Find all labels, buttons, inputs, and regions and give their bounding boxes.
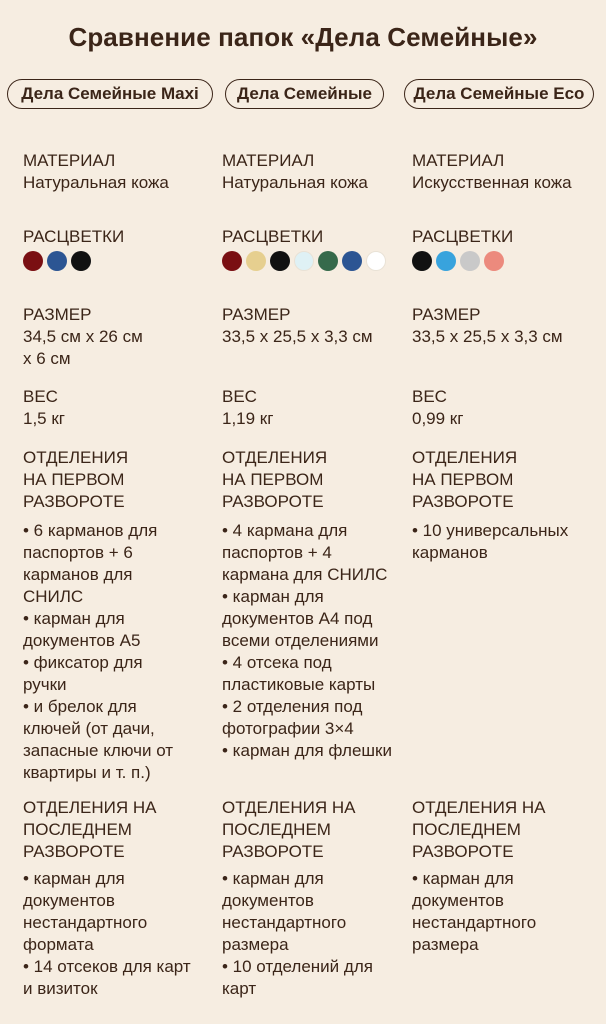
material-value: Искусственная кожа <box>412 173 572 192</box>
weight-label: ВЕС <box>412 387 447 406</box>
weight-section <box>412 386 604 430</box>
color-swatch[interactable] <box>294 251 314 271</box>
size-value: 33,5 х 25,5 х 3,3 см <box>412 327 563 346</box>
weight-section <box>23 386 223 430</box>
size-section <box>222 304 422 348</box>
color-swatch[interactable] <box>222 251 242 271</box>
color-swatch[interactable] <box>318 251 338 271</box>
material-label: МАТЕРИАЛ <box>412 151 505 170</box>
material-value: Натуральная кожа <box>222 173 368 192</box>
color-swatch[interactable] <box>246 251 266 271</box>
first-spread-list: • 10 универсальных карманов <box>412 521 569 562</box>
size-value: 33,5 х 25,5 х 3,3 см <box>222 327 373 346</box>
last-spread-label: ОТДЕЛЕНИЯ НА ПОСЛЕДНЕМ РАЗВОРОТЕ <box>222 798 356 861</box>
size-label: РАЗМЕР <box>222 305 291 324</box>
color-swatches <box>222 251 386 271</box>
color-swatch[interactable] <box>270 251 290 271</box>
weight-label: ВЕС <box>23 387 58 406</box>
material-section <box>412 150 604 194</box>
colors-label: РАСЦВЕТКИ <box>412 227 514 246</box>
size-label: РАЗМЕР <box>412 305 481 324</box>
weight-section <box>222 386 422 430</box>
color-swatches <box>412 251 504 271</box>
color-swatch[interactable] <box>71 251 91 271</box>
color-swatches <box>23 251 91 271</box>
color-swatch[interactable] <box>47 251 67 271</box>
first-spread-list: • 6 карманов для паспортов + 6 карманов для СНИЛС • карман для документов А5 • фиксатор для ручки • и брелок для ключей (от дачи, запасные ключи от квартиры и т. п.) <box>23 521 174 782</box>
first-spread-list: • 4 кармана для паспортов + 4 кармана для СНИЛС • карман для документов А4 под всеми отделениями • 4 отсека под пластиковые карты • 2 отделения под фотографии 3×4 • карман для флешки <box>222 521 392 760</box>
color-swatch[interactable] <box>412 251 432 271</box>
first-spread-label: ОТДЕЛЕНИЯ НА ПЕРВОМ РАЗВОРОТЕ <box>412 448 518 511</box>
last-spread-section <box>23 797 223 1000</box>
color-swatch[interactable] <box>484 251 504 271</box>
first-spread-section <box>412 447 604 564</box>
color-swatch[interactable] <box>460 251 480 271</box>
tab-standard[interactable]: Дела Семейные <box>225 79 384 109</box>
weight-value: 1,19 кг <box>222 409 274 428</box>
size-value: 34,5 см x 26 см x 6 см <box>23 327 143 368</box>
first-spread-section <box>222 447 422 762</box>
last-spread-label: ОТДЕЛЕНИЯ НА ПОСЛЕДНЕМ РАЗВОРОТЕ <box>23 798 157 861</box>
tab-maxi[interactable]: Дела Семейные Maxi <box>7 79 213 109</box>
size-section <box>412 304 604 348</box>
last-spread-list: • карман для документов нестандартного формата • 14 отсеков для карт и визиток <box>23 869 191 998</box>
material-section <box>23 150 223 194</box>
last-spread-label: ОТДЕЛЕНИЯ НА ПОСЛЕДНЕМ РАЗВОРОТЕ <box>412 798 546 861</box>
color-swatch[interactable] <box>23 251 43 271</box>
weight-label: ВЕС <box>222 387 257 406</box>
weight-value: 0,99 кг <box>412 409 464 428</box>
last-spread-section <box>412 797 604 956</box>
color-swatch[interactable] <box>436 251 456 271</box>
size-section <box>23 304 223 370</box>
material-label: МАТЕРИАЛ <box>23 151 116 170</box>
tab-eco[interactable]: Дела Семейные Eco <box>404 79 594 109</box>
size-label: РАЗМЕР <box>23 305 92 324</box>
material-label: МАТЕРИАЛ <box>222 151 315 170</box>
first-spread-label: ОТДЕЛЕНИЯ НА ПЕРВОМ РАЗВОРОТЕ <box>222 448 328 511</box>
last-spread-list: • карман для документов нестандартного размера • 10 отделений для карт <box>222 869 373 998</box>
color-swatch[interactable] <box>366 251 386 271</box>
page-title: Сравнение папок «Дела Семейные» <box>68 22 538 52</box>
first-spread-label: ОТДЕЛЕНИЯ НА ПЕРВОМ РАЗВОРОТЕ <box>23 448 129 511</box>
first-spread-section <box>23 447 223 784</box>
last-spread-list: • карман для документов нестандартного размера <box>412 869 537 954</box>
colors-label: РАСЦВЕТКИ <box>222 227 324 246</box>
material-section <box>222 150 422 194</box>
colors-label: РАСЦВЕТКИ <box>23 227 125 246</box>
material-value: Натуральная кожа <box>23 173 169 192</box>
last-spread-section <box>222 797 422 1000</box>
color-swatch[interactable] <box>342 251 362 271</box>
weight-value: 1,5 кг <box>23 409 65 428</box>
